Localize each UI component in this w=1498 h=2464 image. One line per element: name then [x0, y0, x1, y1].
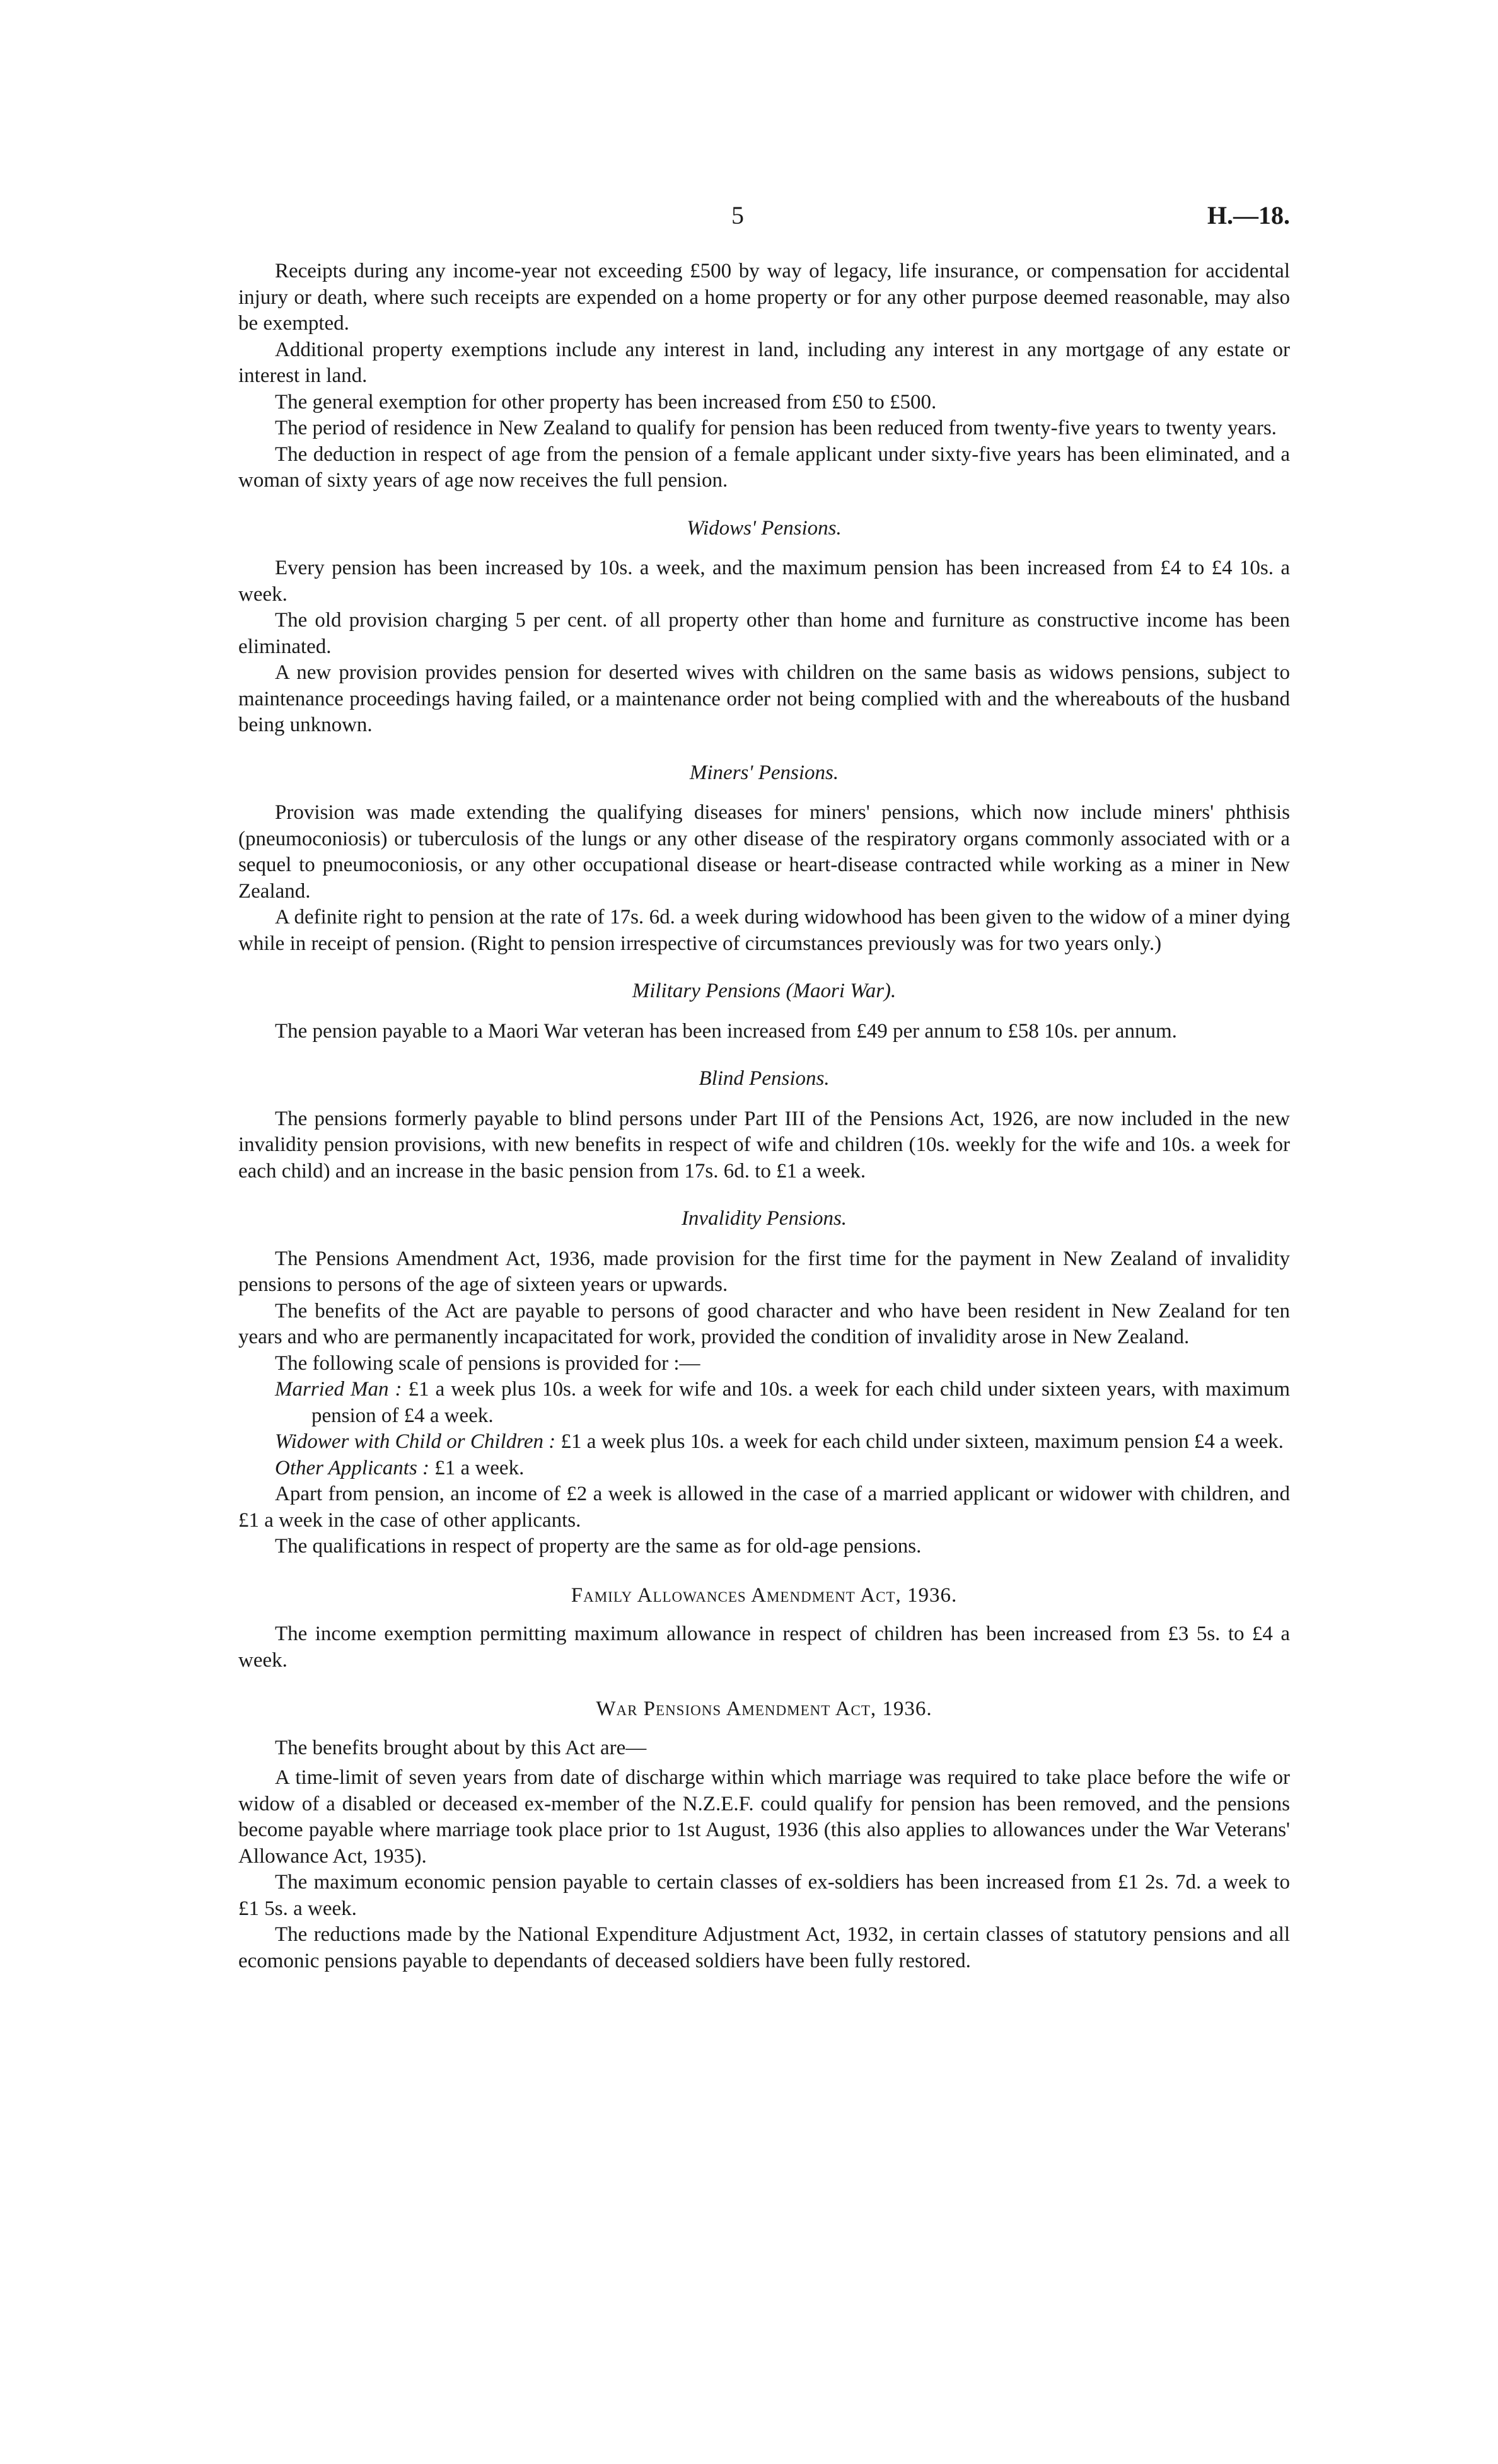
paragraph: The income exemption permitting maximum allowance in respect of children has been increased from £3 5s. to £4 a week.: [238, 1622, 1290, 1672]
paragraph: The qualifications in respect of property are the same as for old-age pensions.: [275, 1535, 922, 1558]
page-header: [0, 200, 1498, 238]
paragraph: The pensions formerly payable to blind persons under Part III of the Pensions Act, 1926, are now included in the new invalidity pension provisions, with new benefits in respect of wife and children (10s. weekly for the wife and 10s. a week for each child) and an increase in the basic pension from 17s. 6d. to £1 a week.: [238, 1107, 1290, 1183]
scale-label: Widower with Child or Children :: [275, 1430, 556, 1453]
paragraph: Every pension has been increased by 10s. a week, and the maximum pension has been increased from £4 to £4 10s. a week.: [238, 557, 1290, 606]
paragraph: The Pensions Amendment Act, 1936, made provision for the first time for the payment in New Zealand of invalidity pensions to persons of the age of sixteen years or upwards.: [238, 1247, 1290, 1296]
paragraph: The general exemption for other property has been increased from £50 to £500.: [275, 390, 937, 414]
paragraph: The reductions made by the National Expenditure Adjustment Act, 1932, in certain classes of statutory pensions and all ecomonic pensions payable to dependants of deceased soldiers have been fully restored.: [238, 1923, 1290, 1972]
scale-text: £1 a week plus 10s. a week for each child under sixteen, maximum pension £4 a week.: [555, 1430, 1284, 1453]
paragraph: A definite right to pension at the rate of 17s. 6d. a week during widowhood has been given to the widow of a miner dying while in receipt of pension. (Right to pension irrespective of circumstances previously was for two years only.): [238, 906, 1290, 955]
scale-label: Married Man :: [275, 1378, 402, 1401]
paragraph: The period of residence in New Zealand to qualify for pension has been reduced from twenty-five years to twenty years.: [275, 417, 1277, 439]
scale-label: Other Applicants :: [275, 1456, 430, 1479]
section-heading-invalidity-pensions: Invalidity Pensions.: [681, 1207, 847, 1230]
scale-text: £1 a week plus 10s. a week for wife and 10s. a week for each child under sixteen years, with maximum pension of £4 a week.: [311, 1378, 1290, 1427]
section-heading-military-pensions: Military Pensions (Maori War).: [632, 980, 897, 1002]
paragraph: Apart from pension, an income of £2 a week is allowed in the case of a married applicant or widower with children, and £1 a week in the case of other applicants.: [238, 1483, 1290, 1532]
paragraph: A new provision provides pension for deserted wives with children on the same basis as widows pensions, subject to maintenance proceedings having failed, or a maintenance order not being complied with and the whereabouts of the husband being unknown.: [238, 661, 1290, 736]
paragraph: The pension payable to a Maori War veteran has been increased from £49 per annum to £58 10s. per annum.: [275, 1019, 1177, 1043]
paragraph: Additional property exemptions include any interest in land, including any interest in any mortgage of any estate or interest in land.: [238, 338, 1290, 387]
scale-item-married-man: [238, 1377, 1290, 1429]
section-heading-war-pensions: War Pensions Amendment Act, 1936.: [596, 1698, 932, 1720]
scale-text: £1 a week.: [429, 1456, 525, 1479]
page-body: [238, 258, 1290, 1974]
section-heading-family-allowances: Family Allowances Amendment Act, 1936.: [571, 1583, 958, 1607]
paragraph: The deduction in respect of age from the pension of a female applicant under sixty-five years has been eliminated, and a woman of sixty years of age now receives the full pension.: [238, 442, 1290, 492]
section-heading-widows-pensions: Widows' Pensions.: [687, 516, 842, 540]
paragraph: The old provision charging 5 per cent. of all property other than home and furniture as constructive income has been eliminated.: [238, 609, 1290, 658]
paragraph: A time-limit of seven years from date of discharge within which marriage was required to take place before the wife or widow of a disabled or deceased ex-member of the N.Z.E.F. could qualify for pension has been removed, and the pensions become payable where marriage took place prior to 1st August, 1936 (this also applies to allowances under the War Veterans' Allowance Act, 1935).: [238, 1766, 1290, 1868]
section-heading-miners-pensions: Miners' Pensions.: [689, 761, 839, 784]
paragraph: The benefits of the Act are payable to persons of good character and who have been resident in New Zealand for ten years and who are permanently incapacitated for work, provided the condition of invalidity arose in New Zealand.: [238, 1299, 1290, 1348]
section-heading-blind-pensions: Blind Pensions.: [699, 1067, 830, 1090]
document-reference: H.—18.: [1207, 201, 1290, 229]
paragraph: The following scale of pensions is provided for :—: [275, 1351, 700, 1375]
paragraph: The benefits brought about by this Act are—: [275, 1736, 647, 1759]
paragraph: Receipts during any income-year not exceeding £500 by way of legacy, life insurance, or compensation for accidental injury or death, where such receipts are expended on a home property or for any other purpose deemed reasonable, may also be exempted.: [238, 260, 1290, 335]
scale-item-other-applicants: [238, 1455, 1290, 1482]
page-number: 5: [731, 201, 744, 229]
scale-item-widower: [238, 1429, 1290, 1455]
paragraph: Provision was made extending the qualifying diseases for miners' pensions, which now include miners' phthisis (pneumoconiosis) or tuberculosis of the lungs or any other disease of the respiratory organs commonly associated with or a sequel to pneumoconiosis, or any other occupational disease or heart-disease contracted while working as a miner in New Zealand.: [238, 801, 1290, 903]
paragraph: The maximum economic pension payable to certain classes of ex-soldiers has been increased from £1 2s. 7d. a week to £1 5s. a week.: [238, 1871, 1290, 1920]
